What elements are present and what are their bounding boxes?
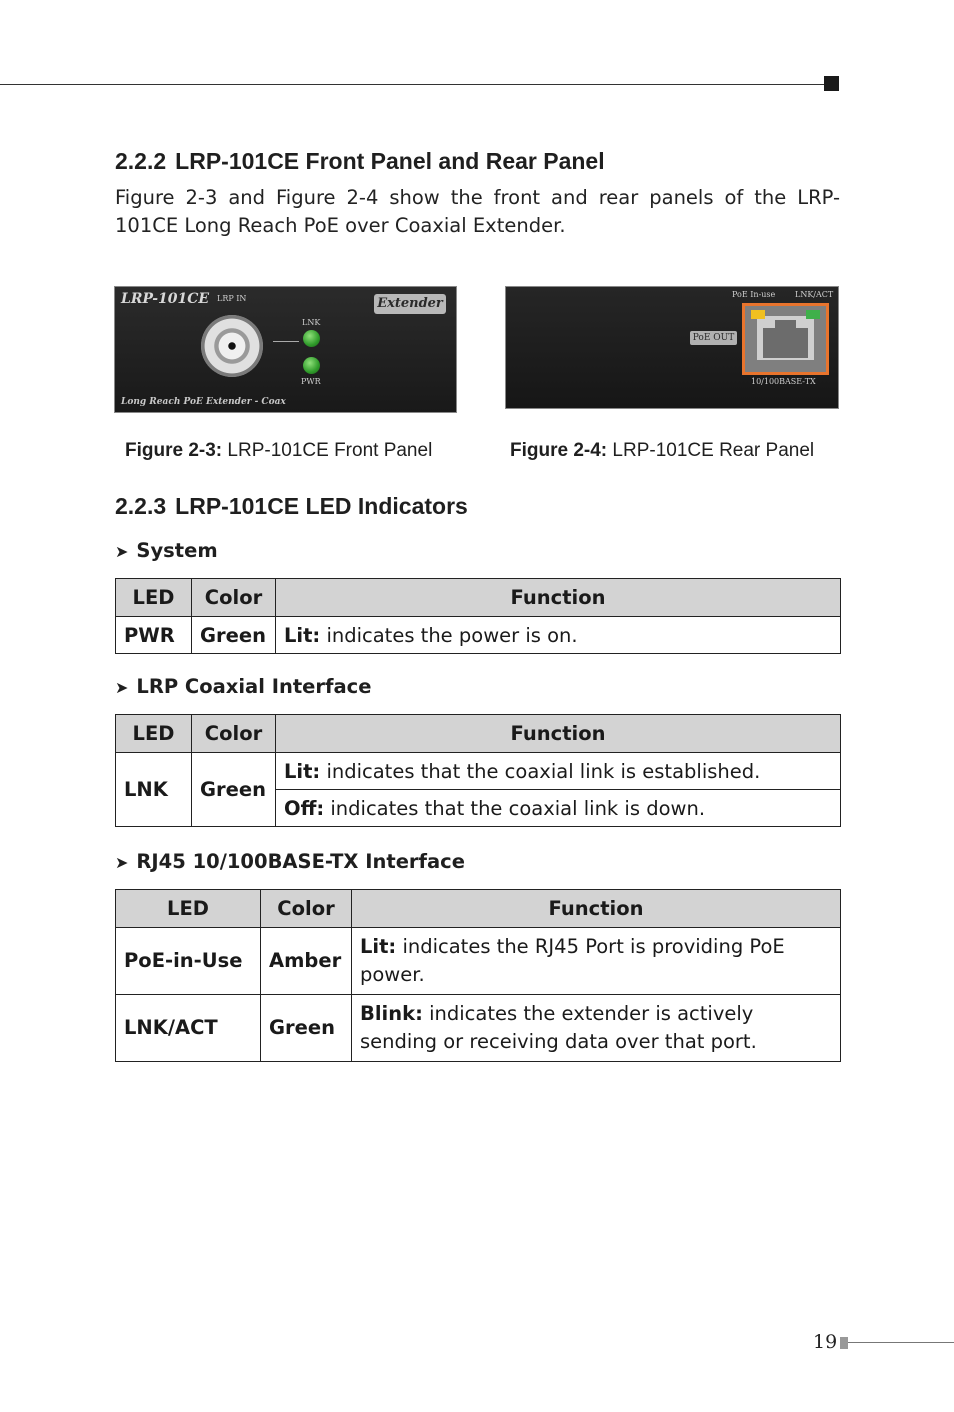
front-panel-figure xyxy=(114,286,457,413)
rj45-heading: ➤ RJ45 10/100BASE-TX Interface xyxy=(115,850,465,873)
arrow-bullet-icon: ➤ xyxy=(115,542,129,561)
led-cell: LNK/ACT xyxy=(116,995,261,1062)
header-square-marker xyxy=(824,76,839,91)
column-header-led: LED xyxy=(116,579,192,617)
rear-panel-poe-out-badge: PoE OUT xyxy=(690,331,737,345)
figure-caption-front: Figure 2-3: LRP-101CE Front Panel xyxy=(125,440,433,461)
function-cell: Lit: indicates the RJ45 Port is providing PoE power. xyxy=(352,928,841,995)
table-header-row xyxy=(116,890,841,928)
color-cell: Amber xyxy=(261,928,352,995)
column-header-color: Color xyxy=(192,715,276,753)
rj45-jack-opening xyxy=(763,328,808,358)
page-number: 19 xyxy=(813,1331,838,1353)
rj45-jack xyxy=(757,316,814,360)
function-cell: Blink: indicates the extender is actively sending or receiving data over that port. xyxy=(352,995,841,1062)
lnk-act-led-icon xyxy=(806,310,820,319)
led-cell: PoE-in-Use xyxy=(116,928,261,995)
column-header-function: Function xyxy=(276,715,841,753)
color-cell: Green xyxy=(261,995,352,1062)
table-header-row xyxy=(116,579,841,617)
table-row xyxy=(116,617,841,654)
table-row xyxy=(116,995,841,1062)
coaxial-heading: ➤ LRP Coaxial Interface xyxy=(115,675,372,698)
system-led-table xyxy=(115,578,841,654)
section-heading-led-indicators: 2.2.3 LRP-101CE LED Indicators xyxy=(115,493,468,519)
table-row xyxy=(116,928,841,995)
color-cell: Green xyxy=(192,753,276,827)
column-header-led: LED xyxy=(116,890,261,928)
bnc-connector-icon xyxy=(201,315,263,377)
arrow-bullet-icon: ➤ xyxy=(115,678,129,697)
function-cell: Lit: indicates that the coaxial link is established. xyxy=(276,753,841,790)
rj45-led-table xyxy=(115,889,841,1062)
function-cell: Lit: indicates the power is on. xyxy=(276,617,841,654)
footer-marker xyxy=(840,1337,848,1349)
table-header-row xyxy=(116,715,841,753)
rear-panel-figure xyxy=(505,286,839,409)
rear-panel-port-label: 10/100BASE-TX xyxy=(751,377,816,386)
front-panel-tagline: Long Reach PoE Extender - Coax xyxy=(121,397,286,407)
connector-line xyxy=(273,341,299,342)
front-panel-model-label: LRP-101CE xyxy=(121,291,210,307)
figure-caption-rear: Figure 2-4: LRP-101CE Rear Panel xyxy=(510,440,815,461)
led-cell: PWR xyxy=(116,617,192,654)
intro-paragraph: Figure 2-3 and Figure 2-4 show the front and rear panels of the LRP-101CE Long Reach PoE over Coaxial Extender. xyxy=(115,186,840,237)
rear-panel-poe-in-use-label: PoE In-use xyxy=(732,290,776,299)
color-cell: Green xyxy=(192,617,276,654)
coaxial-led-table xyxy=(115,714,841,827)
function-cell: Off: indicates that the coaxial link is down. xyxy=(276,790,841,827)
column-header-color: Color xyxy=(192,579,276,617)
header-rule xyxy=(0,84,826,85)
column-header-function: Function xyxy=(352,890,841,928)
front-panel-lrp-in-label: LRP IN xyxy=(217,294,247,303)
arrow-bullet-icon: ➤ xyxy=(115,853,129,872)
footer-rule xyxy=(848,1342,954,1343)
rj45-port-icon xyxy=(742,303,829,375)
front-panel-lnk-label: LNK xyxy=(302,318,321,327)
poe-in-use-led-icon xyxy=(751,310,765,319)
front-panel-extender-badge: Extender xyxy=(374,294,446,314)
pwr-led-icon xyxy=(303,357,320,374)
column-header-led: LED xyxy=(116,715,192,753)
system-heading: ➤ System xyxy=(115,539,218,562)
led-cell: LNK xyxy=(116,753,192,827)
column-header-function: Function xyxy=(276,579,841,617)
section-heading-front-rear-panel: 2.2.2 LRP-101CE Front Panel and Rear Panel xyxy=(115,148,605,174)
lnk-led-icon xyxy=(303,330,320,347)
front-panel-pwr-label: PWR xyxy=(301,377,321,386)
rear-panel-lnk-act-label: LNK/ACT xyxy=(795,290,834,299)
table-row xyxy=(116,753,841,790)
column-header-color: Color xyxy=(261,890,352,928)
